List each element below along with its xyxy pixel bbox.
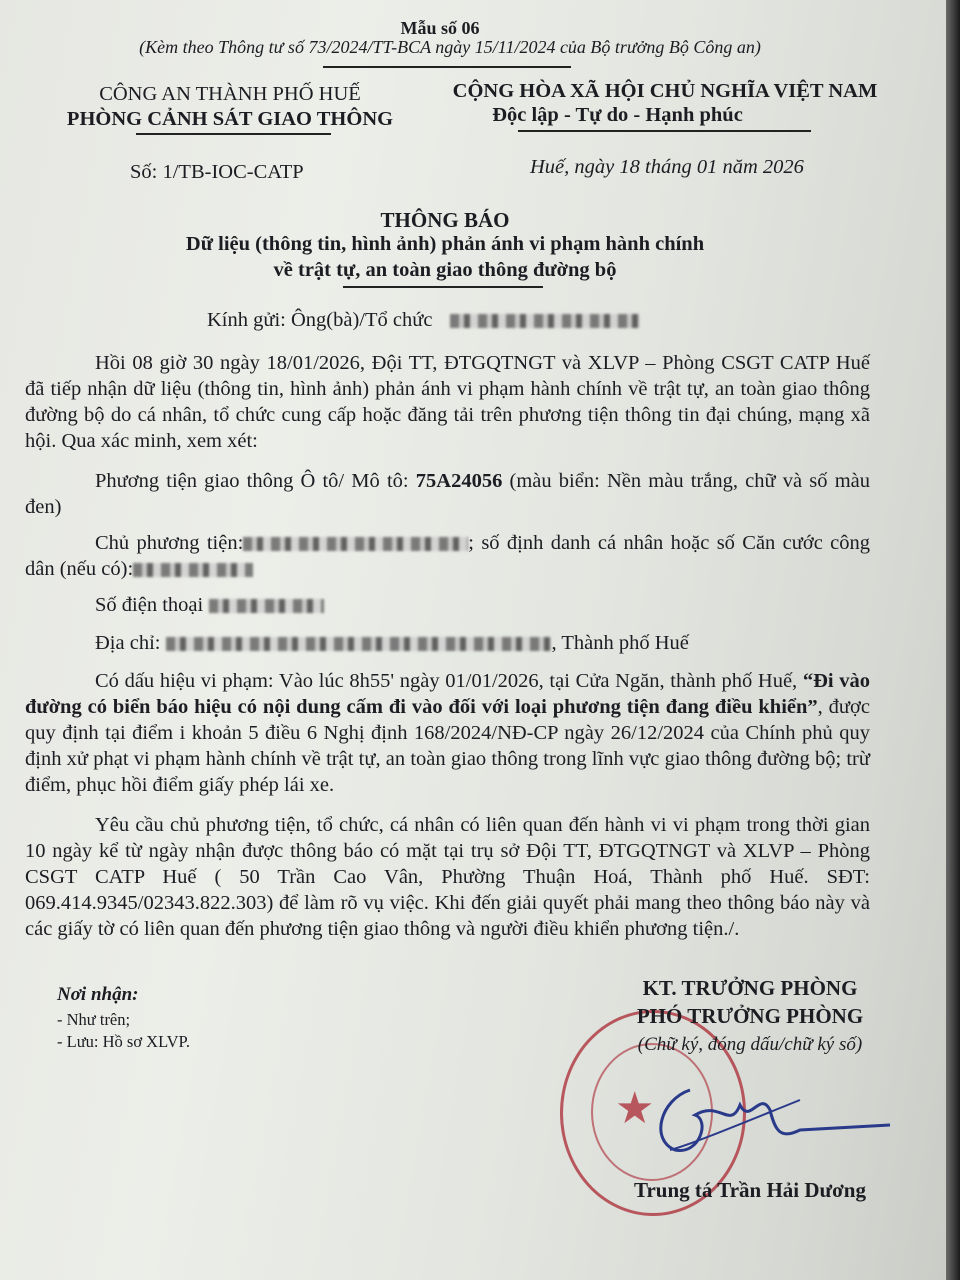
divider [343, 286, 543, 288]
recipients-label: Nơi nhận: [57, 984, 139, 1005]
divider [136, 133, 331, 135]
license-plate: 75A24056 [415, 470, 503, 492]
document-title: THÔNG BÁO [380, 208, 510, 232]
signatory-name: Trung tá Trần Hải Dương [634, 1178, 866, 1202]
recipient-label: Kính gửi: Ông(bà)/Tổ chức [207, 309, 433, 331]
paragraph-intro: Hồi 08 giờ 30 ngày 18/01/2026, Đội TT, ĐTGQTNGT và XLVP – Phòng CSGT CATP Huế đã tiếp nhận dữ liệu (thông tin, hình ảnh) phản ánh vi phạm hành chính về trật tự, an toàn giao thông đường bộ do cá nhân, tổ chức cung cấp hoặc đăng tải trên phương tiện thông tin đại chúng, mạng xã hội. Qua xác minh, xem xét: [25, 352, 870, 452]
redacted-recipient [450, 314, 640, 328]
page-edge-shadow [946, 0, 960, 1280]
recipients-item: - Như trên; [57, 1010, 131, 1029]
org-line2: PHÒNG CẢNH SÁT GIAO THÔNG [66, 108, 394, 130]
divider [323, 66, 571, 68]
redacted-phone [209, 599, 324, 613]
document-subtitle-1: Dữ liệu (thông tin, hình ảnh) phản ánh vi phạm hành chính [185, 233, 705, 255]
signature-title-2: PHÓ TRƯỞNG PHÒNG [636, 1004, 864, 1028]
redacted-address [166, 637, 551, 651]
paragraph-violation: Có dấu hiệu vi phạm: Vào lúc 8h55' ngày 01/01/2026, tại Cửa Ngăn, thành phố Huế, “Đi vào đường có biển báo hiệu có nội dung cấm đi vào đối với loại phương tiện đang điều khiển”, được quy định tại điểm i khoản 5 điều 6 Nghị định 168/2024/NĐ-CP ngày 26/12/2024 của Chính phủ quy định xử phạt vi phạm hành chính về trật tự, an toàn giao thông trong lĩnh vực giao thông đường bộ; trừ điểm, phục hồi điểm giấy phép lái xe. [25, 670, 870, 796]
paragraph-request: Yêu cầu chủ phương tiện, tổ chức, cá nhân có liên quan đến hành vi vi phạm trong thời gian 10 ngày kể từ ngày nhận được thông báo có mặt tại trụ sở Đội TT, ĐTGQTNGT và XLVP – Phòng CSGT CATP Huế ( 50 Trần Cao Vân, Phường Thuận Hoá, Thành phố Huế. SĐT: 069.414.9345/02343.822.303) để làm rõ vụ việc. Khi đến giải quyết phải mang theo thông báo này và các giấy tờ có liên quan đến phương tiện giao thông và người điều khiển phương tiện./. [25, 814, 870, 940]
handwritten-signature [600, 1070, 900, 1180]
paragraph-owner: Chủ phương tiện: ; số định danh cá nhân hoặc số Căn cước công dân (nếu có): [25, 532, 870, 580]
recipient-line [207, 309, 640, 332]
document-date: Huế, ngày 18 tháng 01 năm 2026 [530, 156, 804, 178]
paragraph-address: Địa chỉ: , Thành phố Huế [95, 632, 689, 654]
redacted-owner-name [243, 537, 468, 551]
divider [518, 130, 811, 132]
paragraph-vehicle: Phương tiện giao thông Ô tô/ Mô tô: 75A24056 (màu biển: Nền màu trắng, chữ và số màu đen) [25, 470, 870, 518]
star-icon: ★ [615, 1084, 655, 1133]
signature-title-1: KT. TRƯỞNG PHÒNG [642, 976, 858, 1000]
violation-description: “Đi vào đường có biển báo hiệu có nội dung cấm đi vào đối với loại phương tiện đang điều khiển” [25, 670, 870, 718]
form-number: Mẫu số 06 [400, 18, 480, 38]
document-number: Số: 1/TB-IOC-CATP [130, 161, 304, 183]
org-line1: CÔNG AN THÀNH PHỐ HUẾ [99, 83, 361, 105]
recipients-item: - Lưu: Hồ sơ XLVP. [57, 1032, 191, 1051]
signature-note: (Chữ ký, đóng dấu/chữ ký số) [637, 1034, 863, 1055]
form-reference: (Kèm theo Thông tư số 73/2024/TT-BCA ngày 15/11/2024 của Bộ trưởng Bộ Công an) [139, 37, 761, 57]
document-subtitle-2: về trật tự, an toàn giao thông đường bộ [273, 259, 617, 281]
nation-line1: CỘNG HÒA XÃ HỘI CHỦ NGHĨA VIỆT NAM [452, 80, 878, 102]
paragraph-phone: Số điện thoại [25, 592, 870, 618]
redacted-id-number [133, 563, 253, 577]
nation-line2: Độc lập - Tự do - Hạnh phúc [492, 104, 743, 126]
